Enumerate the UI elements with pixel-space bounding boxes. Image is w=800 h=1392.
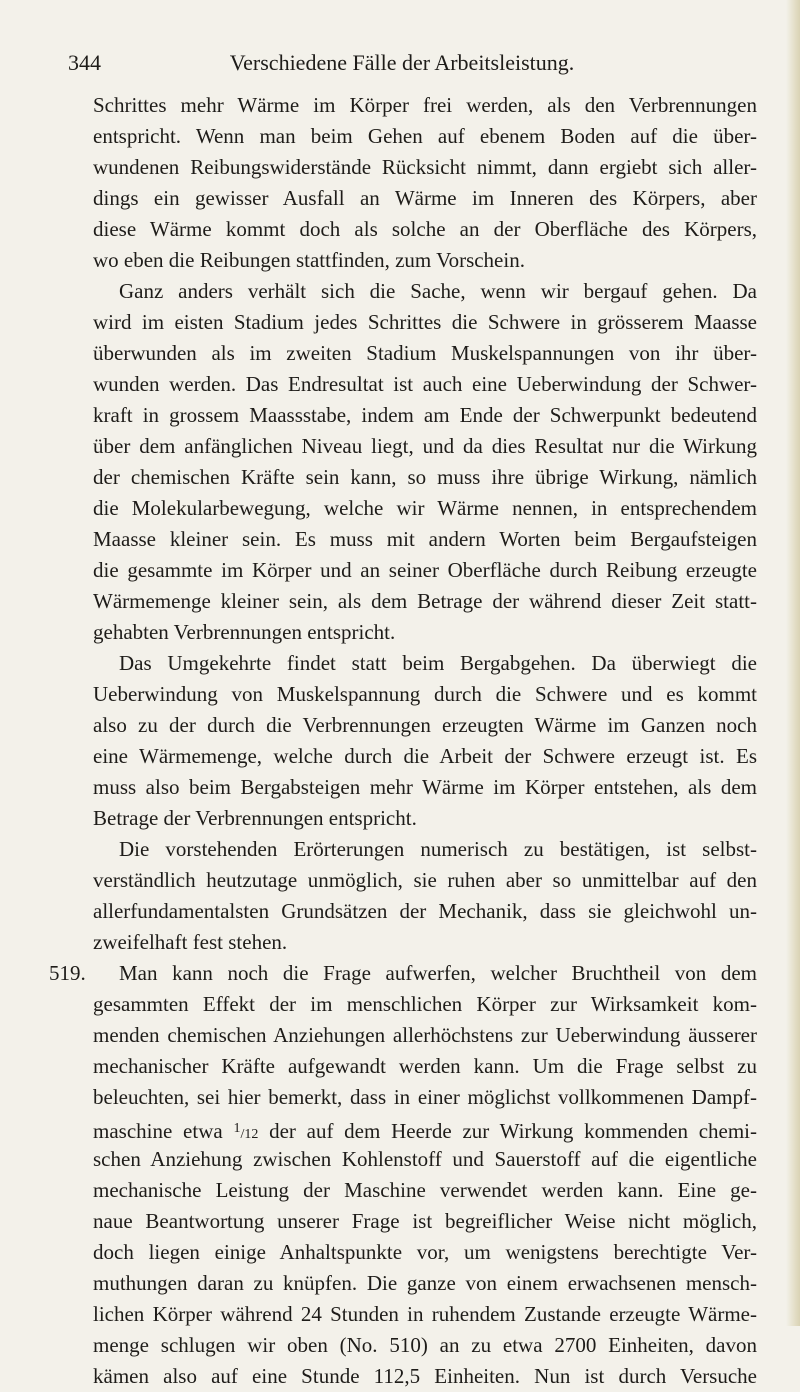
text-line: verständlich heutzutage unmöglich, sie ruhen aber so unmittelbar auf den bbox=[93, 868, 757, 892]
text-line: mechanische Leistung der Maschine verwendet werden kann. Eine ge- bbox=[93, 1178, 757, 1202]
page-header bbox=[68, 42, 736, 82]
fraction-denominator: 12 bbox=[244, 1127, 259, 1142]
text-line: zweifelhaft fest stehen. bbox=[93, 930, 288, 954]
text-line: gesammten Effekt der im menschlichen Körper zur Wirksamkeit kom- bbox=[93, 992, 757, 1016]
text-line: doch liegen einige Anhaltspunkte vor, um wenigstens berechtigte Ver- bbox=[93, 1240, 757, 1264]
page-edge-shadow bbox=[786, 0, 800, 1326]
text-line: Maasse kleiner sein. Es muss mit andern Worten beim Bergaufsteigen bbox=[93, 527, 757, 551]
text-line: kraft in grossem Maassstabe, indem am Ende der Schwerpunkt bedeutend bbox=[93, 403, 757, 427]
text-line: Das Umgekehrte findet statt beim Bergabgehen. Da überwiegt die bbox=[119, 651, 757, 675]
text-line: über dem anfänglichen Niveau liegt, und da dies Resultat nur die Wirkung bbox=[93, 434, 757, 458]
text-line: kämen also auf eine Stunde 112,5 Einheiten. Nun ist durch Versuche bbox=[93, 1364, 757, 1388]
text-line: wunden werden. Das Endresultat ist auch eine Ueberwindung der Schwer- bbox=[93, 372, 757, 396]
text-line: überwunden als im zweiten Stadium Muskelspannungen von ihr über- bbox=[93, 341, 757, 365]
text-line: Wärmemenge kleiner sein, als dem Betrage der während dieser Zeit statt- bbox=[93, 589, 757, 613]
text-line: also zu der durch die Verbrennungen erzeugten Wärme im Ganzen noch bbox=[93, 713, 757, 737]
text-line: die gesammte im Körper und an seiner Oberfläche durch Reibung erzeugte bbox=[93, 558, 757, 582]
section-number: 519. bbox=[49, 961, 86, 985]
text-line: Ganz anders verhält sich die Sache, wenn wir bergauf gehen. Da bbox=[119, 279, 757, 303]
body-text bbox=[49, 90, 758, 1392]
text-line: wundenen Reibungswiderstände Rücksicht nimmt, dann ergiebt sich aller- bbox=[93, 155, 757, 179]
text-line: naue Beantwortung unserer Frage ist begreiflicher Weise nicht möglich, bbox=[93, 1209, 757, 1233]
text-line: menge schlugen wir oben (No. 510) an zu etwa 2700 Einheiten, davon bbox=[93, 1333, 757, 1357]
text-line: lichen Körper während 24 Stunden in ruhendem Zustande erzeugte Wärme- bbox=[93, 1302, 757, 1326]
text-line: mechanischer Kräfte aufgewandt werden kann. Um die Frage selbst zu bbox=[93, 1054, 757, 1078]
text-line: die Molekularbewegung, welche wir Wärme nennen, in entsprechendem bbox=[93, 496, 757, 520]
text-line: allerfundamentalsten Grundsätzen der Mechanik, dass sie gleichwohl un- bbox=[93, 899, 757, 923]
text-line: dings ein gewisser Ausfall an Wärme im Inneren des Körpers, aber bbox=[93, 186, 757, 210]
text-line: Schrittes mehr Wärme im Körper frei werden, als den Verbrennungen bbox=[93, 93, 757, 117]
page-number: 344 bbox=[68, 50, 101, 75]
text-line: wo eben die Reibungen stattfinden, zum Vorschein. bbox=[93, 248, 525, 272]
text-line: Die vorstehenden Erörterungen numerisch zu bestätigen, ist selbst- bbox=[119, 837, 757, 861]
text-line: beleuchten, sei hier bemerkt, dass in einer möglichst vollkommenen Dampf- bbox=[93, 1085, 757, 1109]
text-line: gehabten Verbrennungen entspricht. bbox=[93, 620, 396, 644]
text-segment: maschine etwa bbox=[93, 1119, 223, 1143]
text-line: diese Wärme kommt doch als solche an der Oberfläche des Körpers, bbox=[93, 217, 757, 241]
text-line: wird im eisten Stadium jedes Schrittes die Schwere in grösserem Maasse bbox=[93, 310, 757, 334]
section-first-line bbox=[49, 958, 757, 989]
running-title: Verschiedene Fälle der Arbeitsleistung. bbox=[229, 50, 575, 75]
text-line: Betrage der Verbrennungen entspricht. bbox=[93, 806, 417, 830]
text-line: Man kann noch die Frage aufwerfen, welcher Bruchtheil von dem bbox=[119, 961, 757, 985]
fraction-numerator: 1 bbox=[233, 1121, 241, 1136]
text-line: eine Wärmemenge, welche durch die Arbeit der Schwere erzeugt ist. Es bbox=[93, 744, 757, 768]
text-line: menden chemischen Anziehungen allerhöchstens zur Ueberwindung äusserer bbox=[93, 1023, 757, 1047]
fraction-line bbox=[93, 1113, 757, 1144]
text-line: muss also beim Bergabsteigen mehr Wärme im Körper entstehen, als dem bbox=[93, 775, 757, 799]
text-line: schen Anziehung zwischen Kohlenstoff und Sauerstoff auf die eigentliche bbox=[93, 1147, 757, 1171]
text-line: muthungen daran zu knüpfen. Die ganze von einem erwachsenen mensch- bbox=[93, 1271, 757, 1295]
text-segment: der auf dem Heerde zur Wirkung kommenden chemi- bbox=[269, 1119, 758, 1143]
text-line: Ueberwindung von Muskelspannung durch die Schwere und es kommt bbox=[93, 682, 757, 706]
text-line: entspricht. Wenn man beim Gehen auf ebenem Boden auf die über- bbox=[93, 124, 757, 148]
text-line: der chemischen Kräfte sein kann, so muss ihre übrige Wirkung, nämlich bbox=[93, 465, 757, 489]
fraction: 1/12 bbox=[233, 1121, 259, 1142]
